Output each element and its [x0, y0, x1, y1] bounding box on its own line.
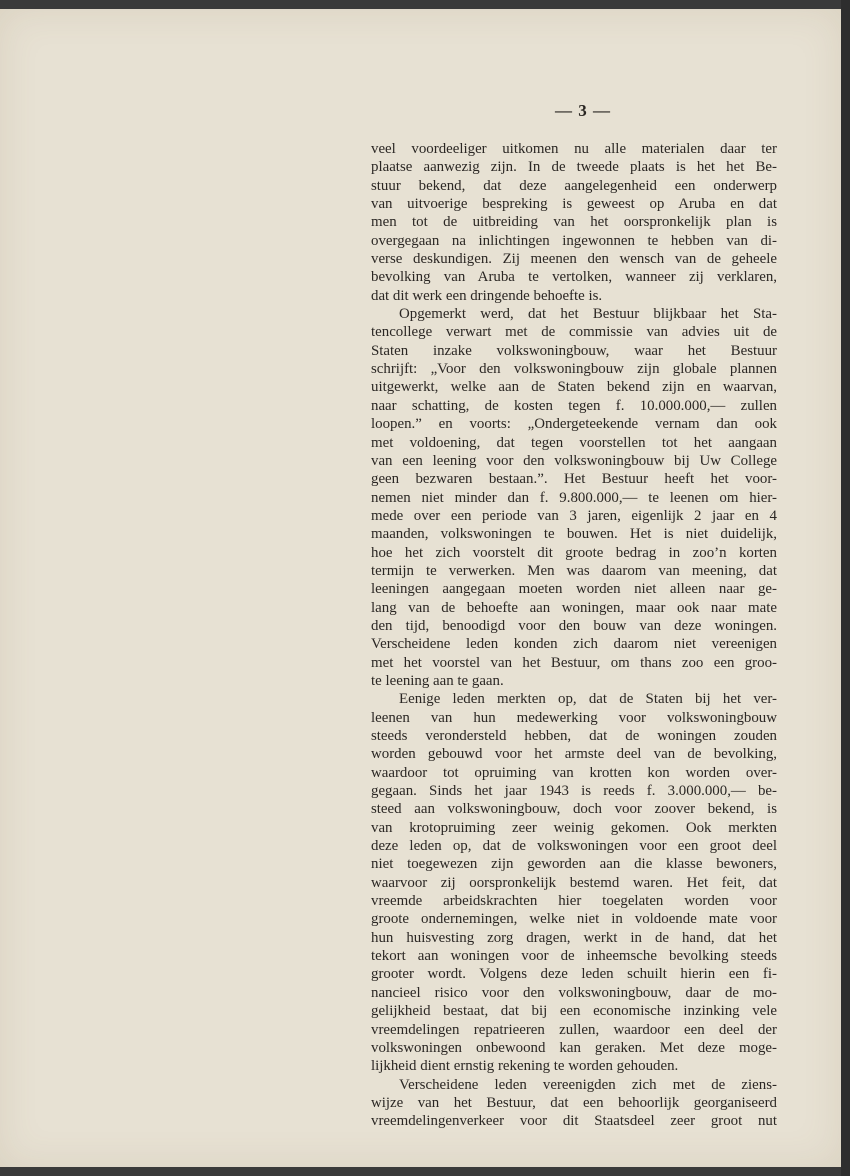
text-line: deze leden op, dat de volkswoningen voor een groot deel	[371, 838, 777, 855]
body-text	[371, 140, 777, 1131]
text-line: stuur bekend, dat deze aangelegenheid een onderwerp	[371, 177, 777, 194]
text-line: vreemde arbeidskrachten hier toegelaten worden voor	[371, 893, 777, 910]
text-line: naar schatting, de kosten tegen f. 10.000.000,— zullen	[371, 397, 777, 414]
text-line: plaatse aanwezig zijn. In de tweede plaats is het het Be-	[371, 159, 777, 176]
text-line: van een leening voor den volkswoningbouw bij Uw College	[371, 452, 777, 469]
text-line: termijn te verwerken. Men was daarom van meening, dat	[371, 562, 777, 579]
text-line: nemen niet minder dan f. 9.800.000,— te leenen om hier-	[371, 489, 777, 506]
text-line: vreemdelingen repatrieeren zullen, waardoor een deel der	[371, 1021, 777, 1038]
text-line: steeds verondersteld hebben, dat de woningen zouden	[371, 728, 777, 744]
text-line: volkswoningen onbewoond kan geraken. Met deze moge-	[371, 1039, 777, 1056]
paragraph	[371, 305, 777, 690]
text-line: hun huisvesting zorg dragen, werkt in de hand, dat het	[371, 929, 777, 946]
text-line: van uitvoerige bespreking is geweest op Aruba en dat	[371, 196, 777, 213]
text-line: lijkheid dient ernstig rekening te worden gehouden.	[371, 1058, 679, 1075]
text-line: Opgemerkt werd, dat het Bestuur blijkbaar het Sta-	[399, 306, 777, 323]
text-line: te leening aan te gaan.	[371, 672, 504, 689]
text-line: overgegaan na inlichtingen ingewonnen te hebben van di-	[371, 232, 777, 249]
text-line: worden gebouwd voor het armste deel van de bevolking,	[371, 746, 777, 763]
text-line: vreemdelingenverkeer voor dit Staatsdeel zeer groot nut	[371, 1113, 777, 1130]
paragraph	[371, 690, 777, 1075]
paragraph	[371, 140, 777, 305]
text-line: groote ondernemingen, welke niet in voldoende mate voor	[371, 911, 777, 928]
text-line: maanden, volkswoningen te bouwen. Het is niet duidelijk,	[371, 526, 777, 543]
page-number: — 3 —	[555, 101, 611, 120]
text-line: Verscheidene leden vereenigden zich met de ziens-	[399, 1076, 777, 1093]
text-line: bevolking van Aruba te vertolken, wanneer zij verklaren,	[371, 269, 777, 286]
text-line: waardoor tot opruiming van krotten kon worden over-	[371, 764, 777, 781]
scan-border	[841, 0, 850, 1176]
text-line: den tijd, benoodigd voor den bouw van deze woningen.	[371, 617, 777, 634]
text-line: steed aan volkswoningbouw, doch voor zoover bekend, is	[371, 801, 777, 818]
text-line: gelijkheid bestaat, dat bij een economische inzinking vele	[371, 1003, 777, 1020]
text-line: geen bezwaren bestaan.”. Het Bestuur heeft het voor-	[371, 471, 777, 488]
text-line: tencollege verwart met de commissie van advies uit de	[371, 324, 777, 341]
text-line: veel voordeeliger uitkomen nu alle materialen daar ter	[371, 141, 777, 157]
text-line: mede over een periode van 3 jaren, eigenlijk 2 jaar en 4	[371, 507, 777, 524]
text-line: grooter wordt. Volgens deze leden schuilt hierin een fi-	[371, 966, 777, 983]
text-line: Verscheidene leden konden zich daarom niet vereenigen	[371, 636, 777, 653]
text-line: leenen van hun medewerking voor volkswoningbouw	[371, 709, 777, 726]
text-line: met voldoening, dat tegen voorstellen tot het aangaan	[371, 434, 777, 451]
text-line: leeningen aangegaan moeten worden niet alleen naar ge-	[371, 581, 777, 598]
text-line: hoe het zich voorstelt dit groote bedrag in zoo’n korten	[371, 544, 777, 561]
text-line: verse deskundigen. Zij meenen den wensch van de geheele	[371, 251, 777, 268]
text-line: met het voorstel van het Bestuur, om thans zoo een groo-	[371, 654, 777, 671]
text-line: gegaan. Sinds het jaar 1943 is reeds f. 3.000.000,— be-	[371, 783, 777, 800]
paragraph	[371, 1076, 777, 1131]
text-line: wijze van het Bestuur, dat een behoorlijk georganiseerd	[371, 1094, 777, 1111]
text-line: Staten inzake volkswoningbouw, waar het Bestuur	[371, 342, 777, 359]
text-line: schrijft: „Voor den volkswoningbouw zijn globale plannen	[371, 361, 777, 378]
text-line: waarvoor zij oorspronkelijk bestemd waren. Het feit, dat	[371, 874, 777, 891]
document-page	[0, 9, 841, 1167]
text-line: loopen.” en voorts: „Ondergeteekende vernam dan ook	[371, 416, 777, 433]
text-line: lang van de behoefte aan woningen, maar ook naar mate	[371, 599, 777, 616]
text-line: niet toegewezen zijn geworden aan die klasse bewoners,	[371, 856, 777, 873]
text-line: nancieel risico voor den volkswoningbouw, daar de mo-	[371, 984, 777, 1001]
text-line: dat dit werk een dringende behoefte is.	[371, 287, 603, 304]
text-line: tekort aan woningen voor de inheemsche bevolking steeds	[371, 948, 777, 965]
text-line: uitgewerkt, welke aan de Staten bekend zijn en waarvan,	[371, 379, 777, 396]
text-line: Eenige leden merkten op, dat de Staten bij het ver-	[399, 691, 777, 708]
text-line: men tot de uitbreiding van het oorspronkelijk plan is	[371, 214, 777, 231]
text-line: van krotopruiming zeer weinig gekomen. Ook merkten	[371, 819, 777, 836]
